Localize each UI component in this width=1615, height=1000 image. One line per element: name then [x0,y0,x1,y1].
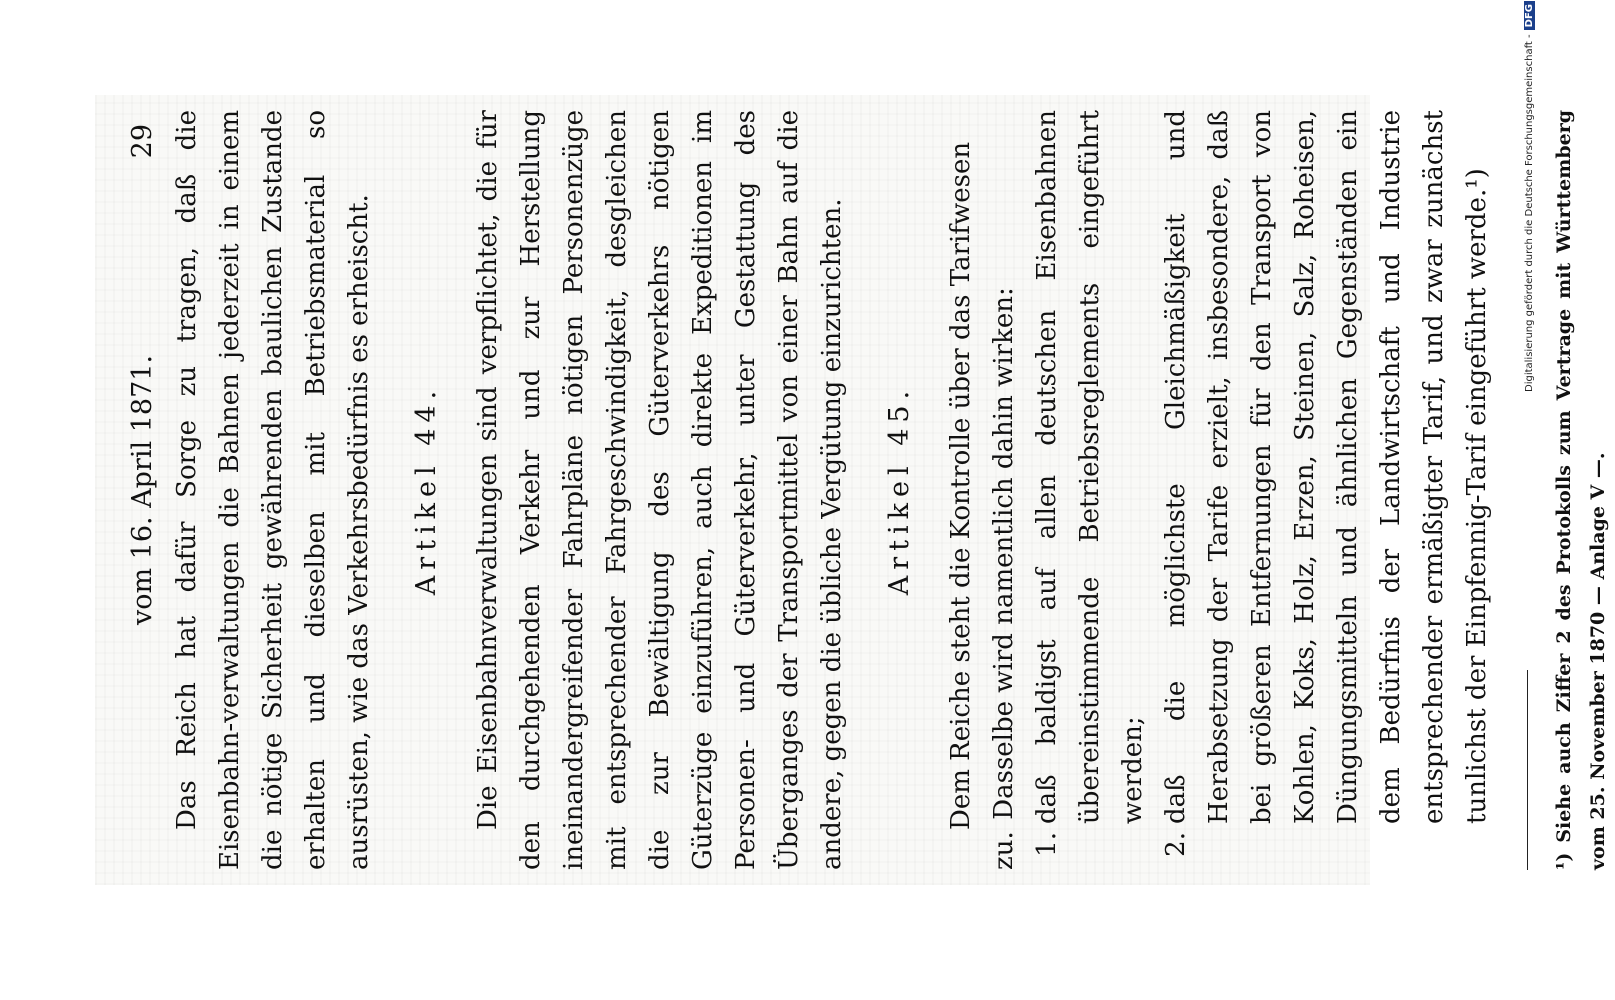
dfg-logo: DFG [1524,1,1535,30]
article-45-intro: Dem Reiche steht die Kontrolle über das Tarifwesen [946,141,976,830]
zu-label: zu. [989,831,1019,870]
intro-paragraph: Das Reich hat dafür Sorge zu tragen, daß die Eisenbahn-verwaltungen die Bahnen jederzeit in einem die nötige Sicherheit gewährenden baulichen Zustande erhalten und dieselben mit Betriebsmaterial so ausrüsten, wie das Verkehrsbedürfnis es erheischt. [172,110,374,870]
list-item-number: 2. [1161,832,1191,857]
article-44-title: Artikel 44. [411,384,442,596]
list-item-text: daß die möglichste Gleichmäßigkeit und Herabsetzung der Tarife erzielt, insbesondere, daß bei größeren Entfernungen für den Transport von Kohlen, Koks, Holz, Erzen, Steinen, Salz, Roheisen, Düngungsmitteln und ähnlichen Gegenständen ein dem Bedürfnis der Landwirtschaft und Industrie entsprechender ermäßigter Tarif, und zwar zunächst tunlichst der Einpfennig-Tarif eingeführt werde.¹) [1161,110,1492,824]
list-item-number: 1. [1032,832,1062,857]
footnote-rule [1527,670,1528,870]
footnote: ¹) Siehe auch Ziffer 2 des Protokolls zum Vertrage mit Württemberg vom 25. November 1870 — Anlage V —. [1553,110,1609,870]
page-number: 29 [127,124,158,159]
list-item [1155,110,1499,870]
credit-text: Digitalisierung gefördert durch die Deutsche Forschungsgemeinschaft - [1524,34,1535,392]
article-45-list [1026,110,1499,870]
article-45-title: Artikel 45. [884,384,915,596]
list-item-text: daß baldigst auf allen deutschen Eisenbahnen übereinstimmende Betriebsreglements eingeführt werden; [1032,110,1148,824]
running-head [120,110,166,870]
article-44-text: Die Eisenbahnverwaltungen sind verpflichtet, die für den durchgehenden Verkehr und zur Herstellung ineinandergreifender Fahrpläne nötigen Personenzüge mit entsprechender Fahrgeschwindigkeit, desgleichen die zur Bewältigung des Güterverkehrs nötigen Güterzüge einzuführen, auch direkte Expeditionen im Personen- und Güterverkehr, unter Gestattung des Überganges der Transportmittel von einer Bahn auf die andere, gegen die übliche Vergütung einzurichten. [473,110,847,870]
list-item [1026,110,1155,870]
dfg-credit [1524,1,1535,392]
header-date: vom 16. April 1871. [127,354,158,626]
zu-text: Dasselbe wird namentlich dahin wirken: [989,287,1019,820]
article-45-zu-line [983,110,1026,870]
